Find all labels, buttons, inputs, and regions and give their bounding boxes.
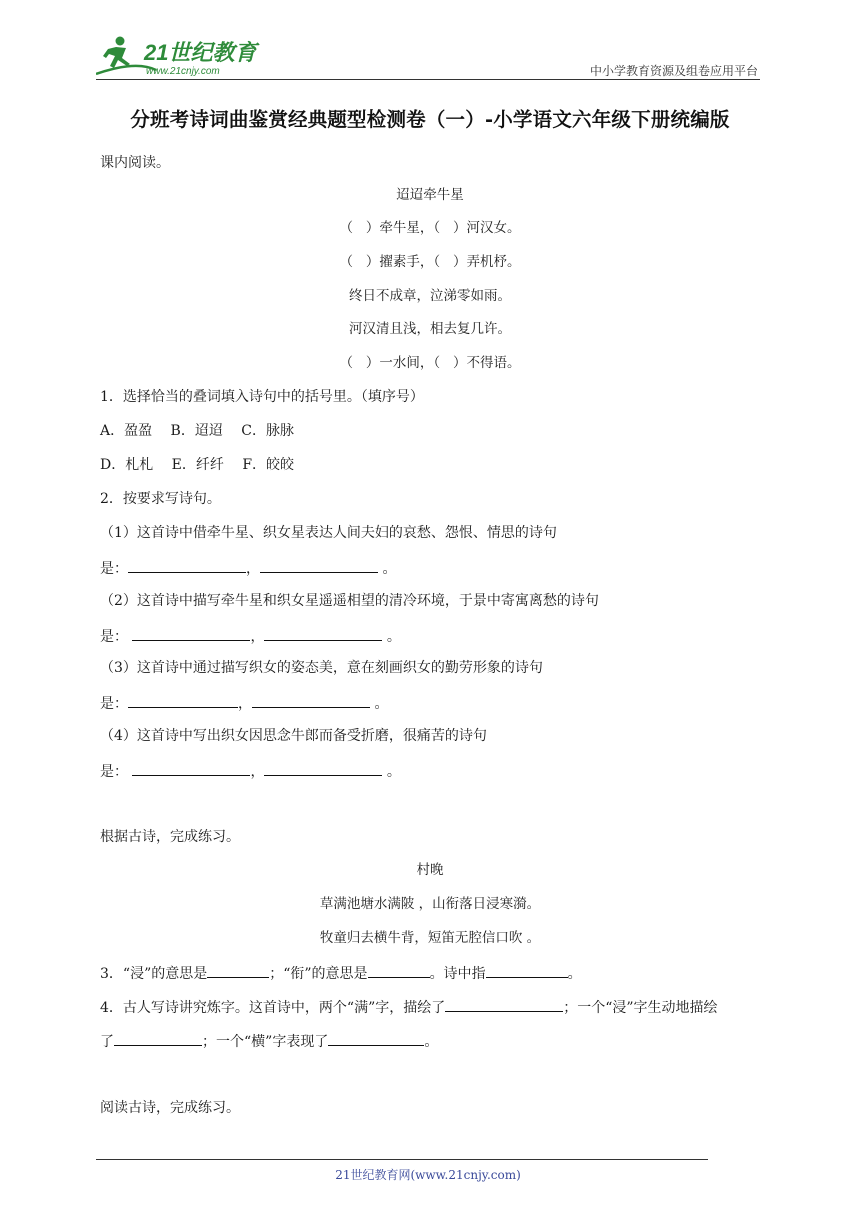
- sub-question-1: （1）这首诗中借牵牛星、织女星表达人间夫妇的哀愁、怨恨、情思的诗句: [100, 525, 557, 541]
- footer-divider: [96, 1159, 708, 1160]
- options-row: D．札札 E．纤纤 F．皎皎: [100, 457, 295, 473]
- svg-text:www.21cnjy.com: www.21cnjy.com: [146, 66, 220, 77]
- section3-intro: 阅读古诗，完成练习。: [100, 1100, 240, 1116]
- sub-question-2: （2）这首诗中描写牵牛星和织女星遥遥相望的清冷环境，于景中寄寓离愁的诗句: [100, 593, 599, 609]
- poem2-line: 牧童归去横牛背，短笛无腔信口吹 。: [319, 930, 541, 946]
- answer-blank[interactable]: [260, 558, 378, 573]
- options-row: A．盈盈 B．迢迢 C．脉脉: [100, 423, 295, 439]
- answer-blank[interactable]: [264, 626, 382, 641]
- answer-blank[interactable]: [132, 626, 250, 641]
- question-4-cont: 了 ；一个“横”字表现了 。: [100, 1031, 438, 1051]
- answer-line: 是： ， 。: [100, 626, 401, 646]
- answer-blank[interactable]: [252, 693, 370, 708]
- answer-blank[interactable]: [486, 963, 568, 978]
- answer-line: 是： ， 。: [100, 558, 396, 578]
- answer-line: 是： ， 。: [100, 693, 388, 713]
- answer-blank[interactable]: [207, 963, 269, 978]
- sub-question-3: （3）这首诗中通过描写织女的姿态美，意在刻画织女的勤劳形象的诗句: [100, 660, 543, 676]
- poem1-line: 终日不成章，泣涕零如雨。: [349, 288, 511, 304]
- poem2-title: 村晚: [416, 862, 444, 878]
- question-2: 2．按要求写诗句。: [100, 491, 221, 507]
- section1-intro: 课内阅读。: [100, 155, 170, 171]
- answer-blank[interactable]: [132, 761, 250, 776]
- poem1-line: （ ）一水间，（ ）不得语。: [339, 355, 521, 371]
- sub-question-4: （4）这首诗中写出织女因思念牛郎而备受折磨，很痛苦的诗句: [100, 728, 487, 744]
- poem1-line: （ ）擢素手，（ ）弄机杼。: [339, 254, 521, 270]
- answer-line: 是： ， 。: [100, 761, 401, 781]
- poem2-line: 草满池塘水满陂 ，山衔落日浸寒漪。: [319, 896, 541, 912]
- page-header: [96, 34, 760, 80]
- footer-link[interactable]: 21世纪教育网(www.21cnjy.com): [335, 1168, 521, 1182]
- answer-blank[interactable]: [114, 1031, 202, 1046]
- poem1-title: 迢迢牵牛星: [396, 187, 464, 203]
- svg-text:21世纪教育: 21世纪教育: [144, 40, 257, 65]
- poem1-line: （ ）牵牛星，（ ）河汉女。: [339, 220, 521, 236]
- answer-blank[interactable]: [445, 997, 563, 1012]
- logo: [96, 34, 266, 78]
- question-1: 1．选择恰当的叠词填入诗句中的括号里。（填序号）: [100, 389, 424, 405]
- answer-blank[interactable]: [328, 1031, 424, 1046]
- question-4: 4．古人写诗讲究炼字。这首诗中，两个“满”字，描绘了 ；一个“浸”字生动地描绘: [100, 997, 718, 1017]
- page-title: 分班考诗词曲鉴赏经典题型检测卷（一）-小学语文六年级下册统编版: [130, 108, 730, 131]
- poem1-line: 河汉清且浅，相去复几许。: [349, 321, 511, 337]
- answer-blank[interactable]: [264, 761, 382, 776]
- section2-intro: 根据古诗，完成练习。: [100, 829, 240, 845]
- header-divider: [96, 79, 760, 80]
- question-3: 3．“浸”的意思是 ；“衔”的意思是 。诗中指 。: [100, 963, 582, 983]
- platform-name: 中小学教育资源及组卷应用平台: [589, 64, 758, 78]
- answer-blank[interactable]: [368, 963, 430, 978]
- answer-blank[interactable]: [128, 558, 246, 573]
- answer-blank[interactable]: [128, 693, 238, 708]
